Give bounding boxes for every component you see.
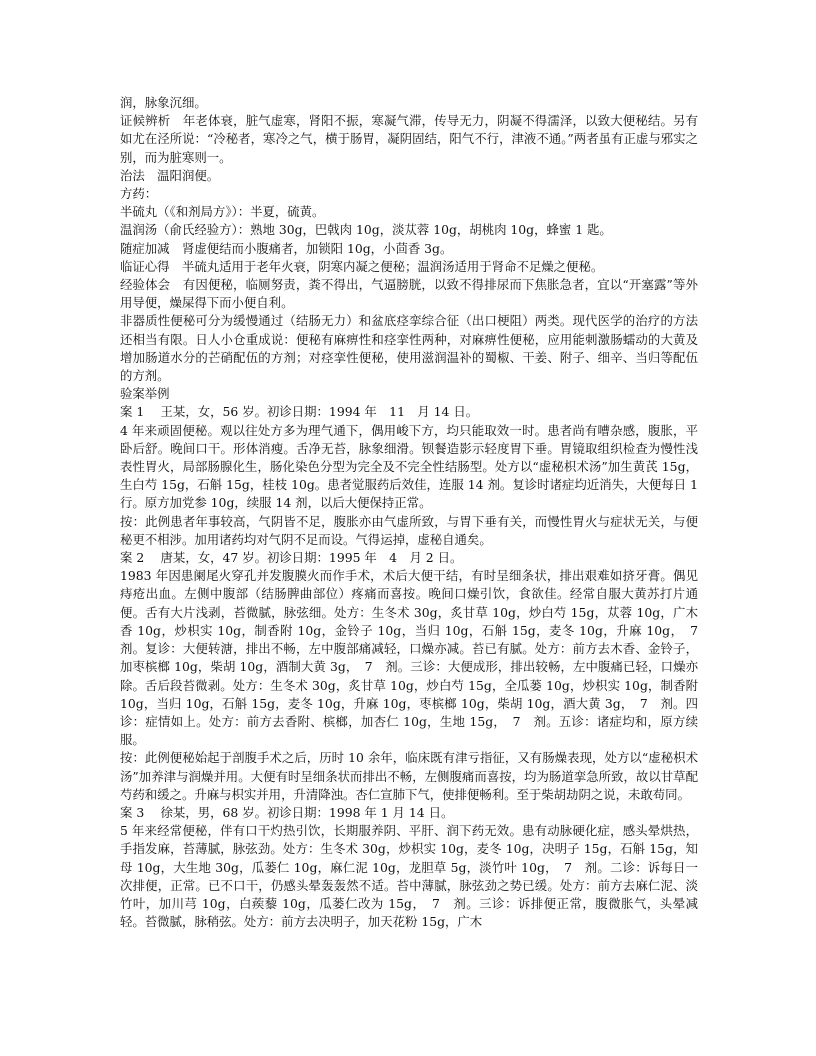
document-page (120, 94, 711, 931)
paragraph-experience: 经验体会 有因便秘，临厕努责，粪不得出，气逼膀胱，以致不得排尿而下焦胀急者，宜以“开塞露”等外用导便，燥屎得下而小便自利。 (120, 277, 698, 311)
paragraph-case-1-header: 案 1 王某，女，56 岁。初诊日期：1994 年 11 月 14 日。 (120, 404, 479, 420)
paragraph-formula-wenruntang: 温润汤（俞氏经验方）：熟地 30g，巴戟肉 10g，淡苁蓉 10g，胡桃肉 10g，蜂蜜 1 匙。 (120, 222, 612, 238)
paragraph-case-1-body: 4 年来顽固便秘。观以往处方多为理气通下，偶用峻下方，均只能取效一时。患者尚有嘈杂感，腹胀，平卧后舒。晚间口干。形体消瘦。舌净无苔，脉象细滑。钡餐造影示轻度胃下垂。胃镜取组织检查为慢性浅表性胃火，局部肠腺化生，肠化染色分型为完全及不完全性结肠型。处方以“虚秘枳术汤”加生黄芪 15g，生白芍 15g，石斛 15g，桂枝 10g。患者觉服药后效佳，连服 14 剂。复诊时诸症均近消失，大便每日 1 行。原方加党参 10g，续服 14 剂，以后大便保持正常。 (120, 422, 698, 511)
paragraph-syndrome-analysis: 证候辨析 年老体衰，脏气虚寒，肾阳不振，寒凝气滞，传导无力，阴凝不得濡泽，以致大便秘结。另有如尤在泾所说：“冷秘者，寒冷之气，横于肠胃，凝阴固结，阳气不行，津液不通。”两者虽有正虚与邪实之别，而为脏寒则一。 (120, 113, 698, 165)
paragraph-continuation: 润，脉象沉细。 (120, 95, 207, 110)
paragraph-case-2-note: 按：此例便秘始起于剖腹手术之后，历时 10 余年，临床既有津亏指征，又有肠燥表现，处方以“虚秘枳术汤”加养津与润燥并用。大便有时呈细条状而排出不畅，左侧腹痛而喜按，均为肠道挛急所致，故以甘草配芍药和缓之。升麻与枳实并用，升清降浊。杏仁宣肺下气，使排便畅利。至于柴胡劫阴之说，未敢苟同。 (120, 750, 698, 802)
paragraph-prescription-heading: 方药： (120, 186, 158, 202)
paragraph-formula-banliuwan: 半硫丸（《和剂局方》）：半夏，硫黄。 (120, 204, 325, 220)
paragraph-case-examples-heading: 验案举例 (120, 386, 170, 402)
paragraph-case-3-body: 5 年来经常便秘，伴有口干灼热引饮，长期服养阴、平肝、润下药无效。患有动脉硬化症，感头晕烘热，手指发麻，苔薄腻，脉弦劲。处方：生冬术 30g，炒枳实 10g，麦冬 10g，决明子 15g，石斛 15g，知母 10g，大生地 30g，瓜蒌仁 10g，麻仁泥 10g，龙胆草 5g，淡竹叶 10g， 7 剂。二诊：诉每日一次排便，正常。已不口干，仍感头晕轰轰然不适。苔中薄腻，脉弦劲之势已缓。处方：前方去麻仁泥、淡竹叶，加川芎 10g，白蒺藜 10g，瓜蒌仁改为 15g， 7 剂。三诊：诉排便正常，腹微胀气，头晕减轻。苔微腻，脉稍弦。处方：前方去决明子，加天花粉 15g，广木 (120, 823, 698, 930)
paragraph-case-2-header: 案 2 唐某，女，47 岁。初诊日期：1995 年 4 月 2 日。 (120, 550, 463, 566)
paragraph-case-1-note: 按：此例患者年事较高，气阴皆不足，腹胀亦由气虚所致，与胃下垂有关，而慢性胃火与症状无关，与便秘更不相涉。加用诸药均对气阴不足而设。气得运掉，虚秘自通矣。 (120, 513, 698, 547)
paragraph-treatment-method: 治法 温阳润便。 (120, 167, 220, 183)
paragraph-modifications: 随症加减 肾虚便结而小腹痛者，加锁阳 10g，小茴香 3g。 (120, 240, 453, 256)
paragraph-modern-medicine: 非器质性便秘可分为缓慢通过（结肠无力）和盆底痉挛综合征（出口梗阻）两类。现代医学的治疗的方法还相当有限。日人小仓重成说：便秘有麻痹性和痉挛性两种，对麻痹性便秘，应用能刺激肠蠕动的大黄及增加肠道水分的芒硝配伍的方剂；对痉挛性便秘，使用滋润温补的蜀椒、干姜、附子、细辛、当归等配伍的方剂。 (120, 313, 698, 384)
paragraph-case-2-body: 1983 年因患阑尾火穿孔并发腹膜火而作手术，术后大便干结，有时呈细条状，排出艰难如挤牙膏。偶见痔疮出血。左侧中腹部（结肠脾曲部位）疼痛而喜按。晚间口燥引饮，食欲佳。经常自服大黄苏打片通便。舌有大片浅剥，苔微腻，脉弦细。处方：生冬术 30g，炙甘草 10g，炒白芍 15g，苁蓉 10g，广木香 10g，炒枳实 10g，制香附 10g，金铃子 10g，当归 10g，石斛 15g，麦冬 10g，升麻 10g， 7 剂。复诊：大便转溏，排出不畅，左中腹部痛减轻，口燥亦减。苔已有腻。处方：前方去木香、金铃子，加枣槟榔 10g，柴胡 10g，酒制大黄 3g， 7 剂。三诊：大便成形，排出较畅，左中腹痛已轻，口燥亦除。舌后段苔微剥。处方：生冬术 30g，炙甘草 10g，炒白芍 15g，全瓜蒌 10g，炒枳实 10g，制香附 10g，当归 10g，石斛 15g，麦冬 10g，升麻 10g，枣槟榔 10g，柴胡 10g，酒大黄 3g， 7 剂。四诊：症情如上。处方：前方去香附、槟榔，加杏仁 10g，生地 15g， 7 剂。五诊：诸症均和，原方续服。 (120, 568, 711, 748)
paragraph-case-3-header: 案 3 徐某，男，68 岁。初诊日期：1998 年 1 月 14 日。 (120, 804, 454, 820)
paragraph-clinical-insights: 临证心得 半硫丸适用于老年火衰，阴寒内凝之便秘；温润汤适用于肾命不足燥之便秘。 (120, 258, 604, 274)
